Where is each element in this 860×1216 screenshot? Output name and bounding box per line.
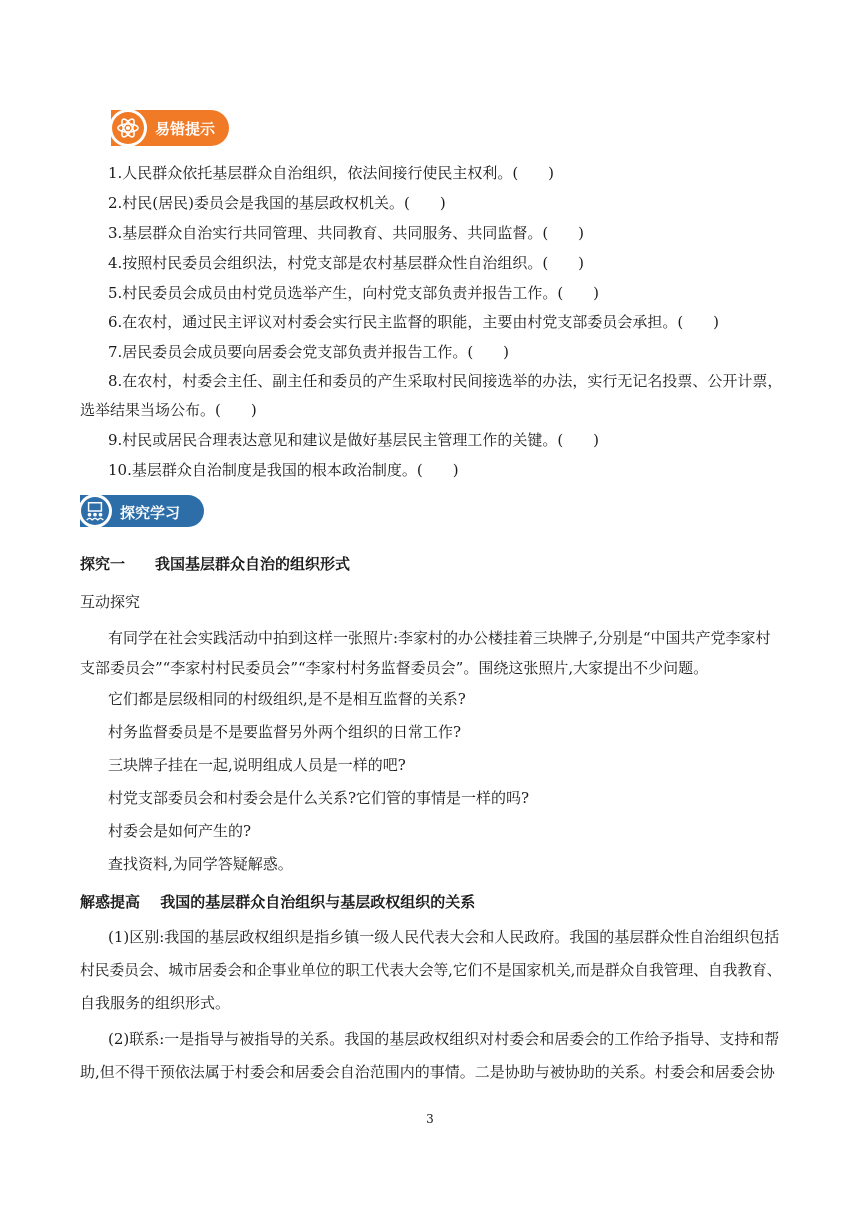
answer-line-2: 村民委员会、城市居委会和企事业单位的职工代表大会等,它们不是国家机关,而是群众自我管理、自我教育、 — [80, 961, 782, 979]
error-item-1: 1.人民群众依托基层群众自治组织，依法间接行使民主权利。( ) — [108, 164, 555, 182]
badge-circle — [109, 109, 147, 147]
explore-heading: 探究一 我国基层群众自治的组织形式 — [80, 555, 351, 573]
answer-heading: 解惑提高 我国的基层群众自治组织与基层政权组织的关系 — [80, 893, 476, 911]
explore-paragraph-1-cont: 支部委员会”“李家村村民委员会”“李家村村务监督委员会”。围绕这张照片,大家提出不少问题。 — [80, 659, 709, 677]
badge-circle — [78, 494, 112, 528]
error-item-9: 9.村民或居民合理表达意见和建议是做好基层民主管理工作的关键。( ) — [108, 431, 600, 449]
error-item-5: 5.村民委员会成员由村党员选举产生，向村党支部负责并报告工作。( ) — [108, 284, 600, 302]
error-item-4: 4.按照村民委员会组织法，村党支部是农村基层群众性自治组织。( ) — [108, 254, 585, 272]
answer-line-3: 自我服务的组织形式。 — [80, 994, 231, 1012]
error-tips-badge — [111, 110, 229, 146]
error-tips-title: 易错提示 — [155, 120, 216, 138]
atom-icon — [116, 116, 140, 140]
question-2: 村务监督委员是不是要监督另外两个组织的日常工作? — [108, 723, 462, 741]
error-item-6: 6.在农村，通过民主评议对村委会实行民主监督的职能，主要由村党支部委员会承担。( ) — [108, 313, 720, 331]
error-item-8-cont: 选举结果当场公布。( ) — [80, 401, 257, 419]
question-3: 三块牌子挂在一起,说明组成人员是一样的吧? — [108, 756, 406, 774]
task-line: 查找资料,为同学答疑解惑。 — [108, 855, 293, 873]
error-item-7: 7.居民委员会成员要向居委会党支部负责并报告工作。( ) — [108, 343, 510, 361]
answer-line-4: (2)联系:一是指导与被指导的关系。我国的基层政权组织对村委会和居委会的工作给予指导、支持和帮 — [108, 1030, 780, 1048]
question-1: 它们都是层级相同的村级组织,是不是相互监督的关系? — [108, 690, 466, 708]
group-presentation-icon — [84, 500, 106, 522]
error-item-8: 8.在农村，村委会主任、副主任和委员的产生采取村民间接选举的办法，实行无记名投票、公开计票， — [108, 372, 783, 390]
explore-paragraph-1: 有同学在社会实践活动中拍到这样一张照片:李家村的办公楼挂着三块牌子,分别是“中国共产党李家村 — [108, 629, 771, 647]
question-5: 村委会是如何产生的? — [108, 822, 252, 840]
error-item-2: 2.村民(居民)委员会是我国的基层政权机关。( ) — [108, 194, 446, 212]
answer-line-5: 助,但不得干预依法属于村委会和居委会自治范围内的事情。二是协助与被协助的关系。村委会和居委会协 — [80, 1063, 775, 1081]
error-item-10: 10.基层群众自治制度是我国的根本政治制度。( ) — [108, 461, 459, 479]
explore-title: 探究学习 — [120, 504, 181, 522]
page-number: 3 — [426, 1112, 434, 1126]
explore-badge — [80, 495, 204, 527]
question-4: 村党支部委员会和村委会是什么关系?它们管的事情是一样的吗? — [108, 789, 530, 807]
explore-subheading: 互动探究 — [80, 593, 141, 611]
answer-line-1: (1)区别:我国的基层政权组织是指乡镇一级人民代表大会和人民政府。我国的基层群众性自治组织包括 — [108, 928, 780, 946]
error-item-3: 3.基层群众自治实行共同管理、共同教育、共同服务、共同监督。( ) — [108, 224, 585, 242]
